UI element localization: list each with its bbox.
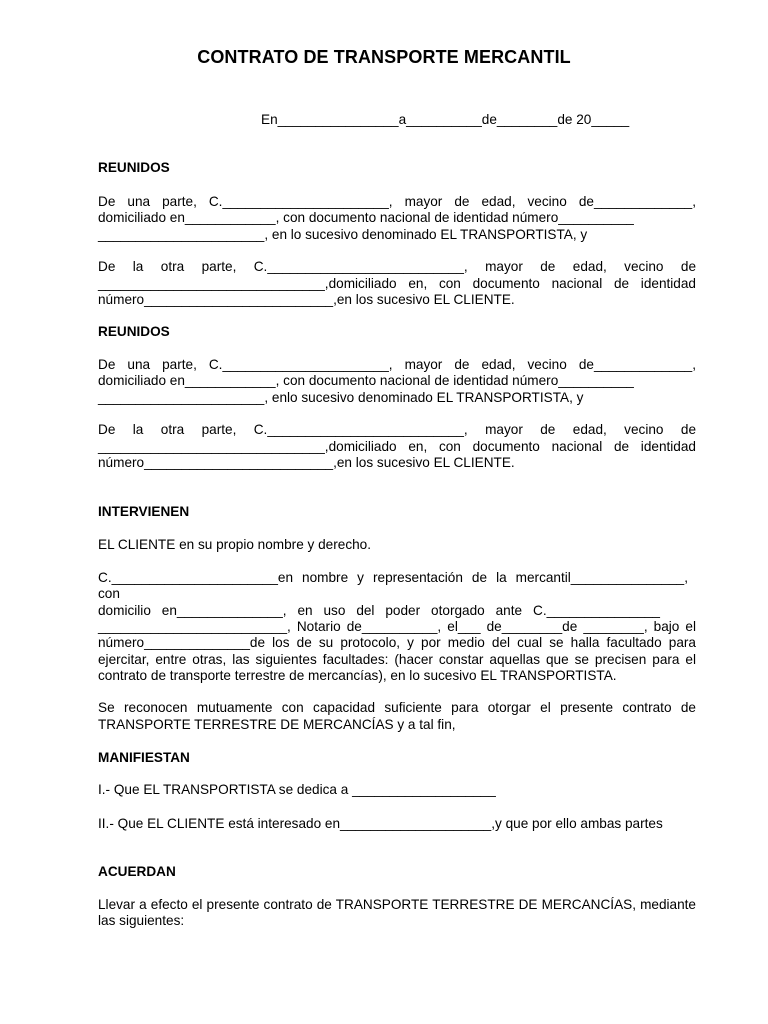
paragraph-line: con	[98, 586, 120, 601]
place-date-line: En________________a__________de________de 20_____	[261, 112, 630, 127]
paragraph-line: contrato de transporte terrestre de mercancías), en lo sucesivo EL TRANSPORTISTA.	[98, 668, 617, 683]
heading-acuerdan: ACUERDAN	[98, 864, 176, 879]
paragraph-line: I.- Que EL TRANSPORTISTA se dedica a ___________________	[98, 782, 496, 797]
paragraph-line: domiciliado en____________, con documento nacional de identidad número__________	[98, 373, 634, 388]
paragraph-line: ______________________, enlo sucesivo denominado EL TRANSPORTISTA, y	[98, 390, 584, 405]
paragraph-line: ______________________________,domiciliado en, con documento nacional de identidad	[98, 276, 696, 291]
paragraph-line: TRANSPORTE TERRESTRE DE MERCANCÍAS y a tal fin,	[98, 717, 456, 732]
paragraph-line: ______________________________,domiciliado en, con documento nacional de identidad	[98, 439, 696, 454]
heading-manifiestan: MANIFIESTAN	[98, 750, 190, 765]
paragraph-line: EL CLIENTE en su propio nombre y derecho.	[98, 537, 372, 552]
paragraph-line: De la otra parte, C.__________________________, mayor de edad, vecino de	[98, 422, 696, 437]
paragraph-line: número_________________________,en los sucesivo EL CLIENTE.	[98, 455, 515, 470]
paragraph-line: número______________de los de su protocolo, y por medio del cual se halla facultado para	[98, 635, 696, 650]
paragraph-line: II.- Que EL CLIENTE está interesado en____________________,y que por ello ambas partes	[98, 816, 663, 831]
paragraph-line: ejercitar, entre otras, las siguientes facultades: (hacer constar aquellas que se precisen para el	[98, 652, 696, 667]
heading-intervienen: INTERVIENEN	[98, 504, 190, 519]
paragraph-line: ______________________, en lo sucesivo denominado EL TRANSPORTISTA, y	[98, 227, 588, 242]
paragraph-line: número_________________________,en los sucesivo EL CLIENTE.	[98, 292, 515, 307]
paragraph-line: las siguientes:	[98, 913, 185, 928]
paragraph-line: C.______________________en nombre y representación de la mercantil_______________,	[98, 570, 688, 585]
heading-reunidos: REUNIDOS	[98, 324, 170, 339]
paragraph-line: Llevar a efecto el presente contrato de TRANSPORTE TERRESTRE DE MERCANCÍAS, mediante	[98, 897, 696, 912]
paragraph-line: De una parte, C.______________________, mayor de edad, vecino de_____________,	[98, 194, 696, 209]
document-title: CONTRATO DE TRANSPORTE MERCANTIL	[197, 47, 571, 67]
paragraph-line: domiciliado en____________, con documento nacional de identidad número__________	[98, 210, 634, 225]
paragraph-line: De una parte, C.______________________, mayor de edad, vecino de_____________,	[98, 357, 696, 372]
paragraph-line: _________________________, Notario de__________, el___ de________de ________, bajo el	[98, 619, 696, 634]
heading-reunidos: REUNIDOS	[98, 160, 170, 175]
paragraph-line: Se reconocen mutuamente con capacidad suficiente para otorgar el presente contrato de	[98, 700, 696, 715]
paragraph-line: De la otra parte, C.__________________________, mayor de edad, vecino de	[98, 259, 696, 274]
paragraph-line: domicilio en______________, en uso del poder otorgado ante C._______________	[98, 603, 660, 618]
